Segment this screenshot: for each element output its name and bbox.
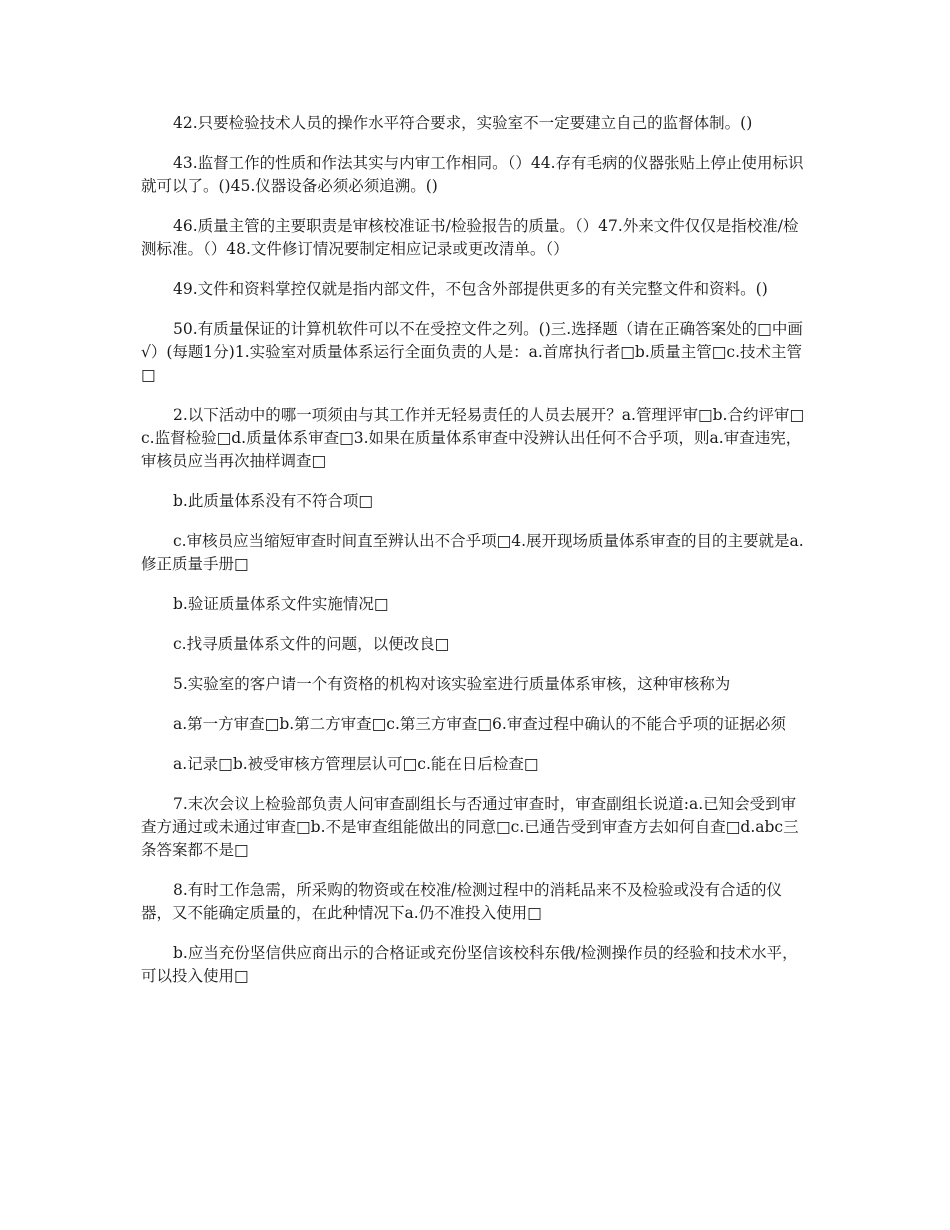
paragraph-q50-choice1: 50.有质量保证的计算机软件可以不在受控文件之列。()三.选择题（请在正确答案处的□中画√）(每题1分)1.实验室对质量体系运行全面负责的人是：a.首席执行者□b.质量主管□c.技术主管□ — [141, 320, 803, 384]
paragraph-choice8: 8.有时工作急需，所采购的物资或在校准/检测过程中的消耗品来不及检验或没有合适的仪器，又不能确定质量的，在此种情况下a.仍不准投入使用□ — [141, 881, 783, 922]
paragraph-choice2-3: 2.以下活动中的哪一项须由与其工作并无轻易责任的人员去展开？a.管理评审□b.合约评审□c.监督检验□d.质量体系审查□3.如果在质量体系审查中没辨认出任何不合乎项，则a.审查违宪，审核员应当再次抽样调查□ — [141, 406, 805, 470]
paragraph-choice5: 5.实验室的客户请一个有资格的机构对该实验室进行质量体系审核，这种审核称为 — [173, 675, 731, 693]
paragraph-choice5-options: a.第一方审查□b.第二方审查□c.第三方审查□6.审查过程中确认的不能合乎项的证据必须 — [173, 715, 786, 733]
paragraph-q49: 49.文件和资料掌控仅就是指内部文件，不包含外部提供更多的有关完整文件和资料。() — [173, 280, 768, 298]
paragraph-q46-48: 46.质量主管的主要职责是审核校准证书/检验报告的质量。（）47.外来文件仅仅是指校准/检测标准。（）48.文件修订情况要制定相应记录或更改清单。（） — [141, 217, 799, 258]
paragraph-choice6-options: a.记录□b.被受审核方管理层认可□c.能在日后检查□ — [173, 755, 539, 773]
paragraph-choice3-b: b.此质量体系没有不符合项□ — [173, 492, 373, 510]
paragraph-choice4-b: b.验证质量体系文件实施情况□ — [173, 595, 389, 613]
document-page — [141, 112, 809, 1005]
paragraph-q42: 42.只要检验技术人员的操作水平符合要求，实验室不一定要建立自己的监督体制。() — [173, 114, 753, 132]
paragraph-choice8-b: b.应当充份坚信供应商出示的合格证或充份坚信该校科东俄/检测操作员的经验和技术水平，可以投入使用□ — [141, 944, 798, 985]
paragraph-choice3c-4: c.审核员应当缩短审查时间直至辨认出不合乎项□4.展开现场质量体系审查的目的主要就是a.修正质量手册□ — [141, 532, 804, 573]
paragraph-q43-45: 43.监督工作的性质和作法其实与内审工作相同。（）44.存有毛病的仪器张贴上停止使用标识就可以了。()45.仪器设备必须必须追溯。() — [141, 154, 804, 195]
paragraph-choice4-c: c.找寻质量体系文件的问题，以便改良□ — [173, 635, 450, 653]
paragraph-choice7: 7.末次会议上检验部负责人问审查副组长与否通过审查时，审查副组长说道:a.已知会受到审查方通过或未通过审查□b.不是审查组能做出的同意□c.已通告受到审查方去如何自查□d.abc三条答案都不是□ — [141, 795, 799, 859]
